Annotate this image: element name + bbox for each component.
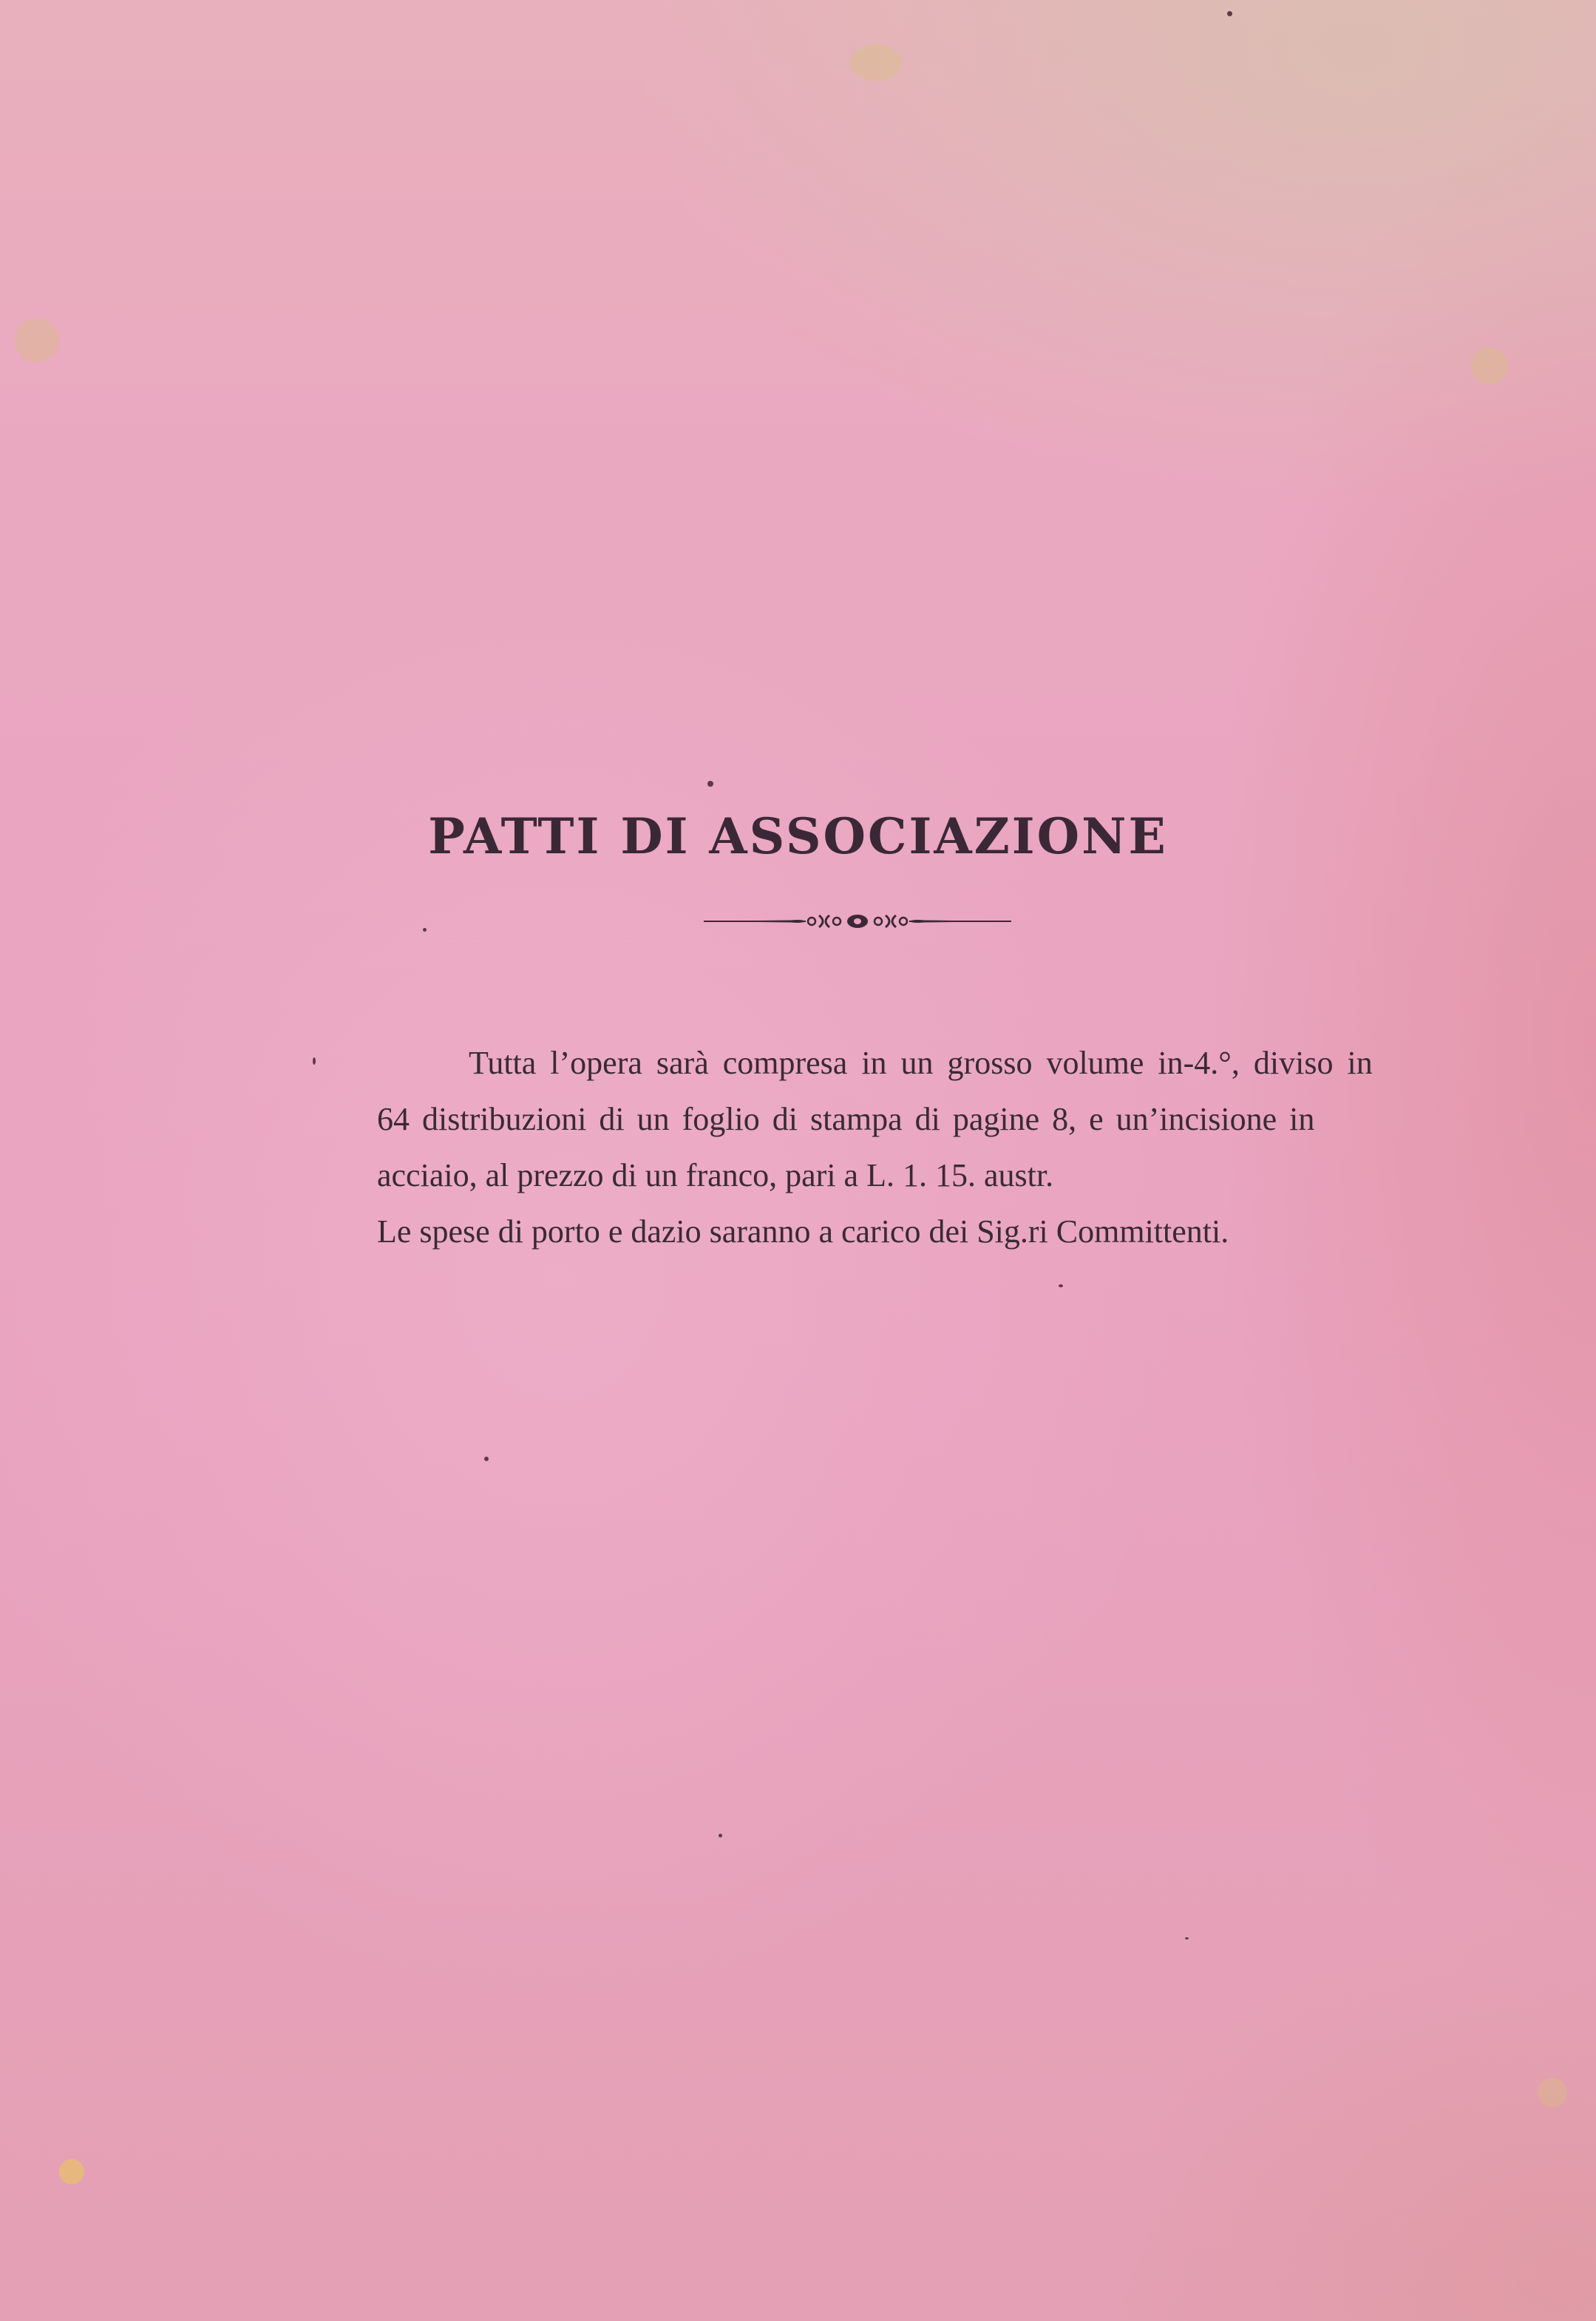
paragraph-1-line-3: acciaio, al prezzo di un franco, pari a L. 1. 15. austr. — [377, 1157, 1054, 1193]
paragraph-1-line-1: Tutta l’opera sarà compresa in un grosso volume in-4.°, diviso in — [469, 1045, 1373, 1081]
decorative-rule-icon — [702, 907, 1013, 936]
paragraph-2-text: Le spese di porto e dazio saranno a carico dei Sig.ri Committenti. — [377, 1213, 1229, 1250]
paragraph-1-line-2: 64 distribuzioni di un foglio di stampa di pagine 8, e un’incisione in — [377, 1101, 1315, 1137]
foxing-spot — [1538, 2078, 1567, 2107]
paper-speck — [1227, 11, 1232, 16]
paper-speck — [707, 781, 713, 787]
foxing-spot — [15, 318, 59, 362]
foxing-spot — [850, 44, 902, 81]
paper-speck — [484, 1457, 489, 1461]
body-text — [285, 1035, 1430, 1260]
paper-speck — [1059, 1284, 1063, 1287]
paragraph-1 — [285, 1035, 1430, 1204]
paper-speck — [423, 928, 427, 932]
page-title: PATTI DI ASSOCIAZIONE — [428, 807, 1168, 865]
paper-speck — [1185, 1937, 1189, 1939]
paper-speck — [719, 1834, 722, 1837]
foxing-spot — [59, 2159, 84, 2184]
paragraph-2 — [285, 1204, 1430, 1260]
foxing-spot — [1471, 348, 1508, 384]
